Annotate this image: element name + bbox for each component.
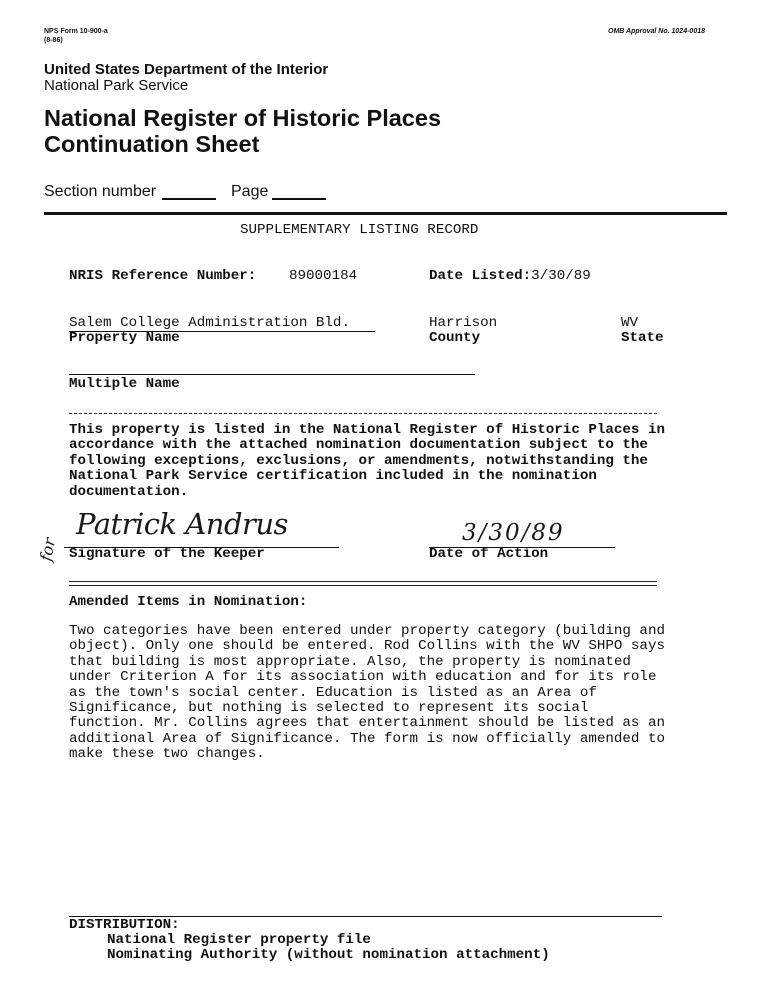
county-label: County [429, 330, 481, 346]
section-number-label: Section number [44, 183, 157, 200]
record-heading: SUPPLEMENTARY LISTING RECORD [240, 222, 479, 238]
form-number: NPS Form 10-900-a [44, 28, 108, 35]
amended-heading: Amended Items in Nomination: [69, 594, 308, 610]
property-name-label: Property Name [69, 330, 180, 346]
omb-approval: OMB Approval No. 1024-0018 [608, 28, 705, 35]
nris-label: NRIS Reference Number: [69, 268, 257, 284]
header-rule [44, 212, 727, 215]
double-divider [69, 581, 657, 586]
action-date-handwritten: 3/30/89 [462, 520, 565, 546]
section-number-blank [162, 198, 216, 200]
dashed-divider [69, 413, 657, 414]
page-number-blank [272, 198, 326, 200]
amended-text: Two categories have been entered under property category (building and object). Only one should be entered. Rod Collins with the WV SHPO says that building is most appropriate. Also, the property is nominated under Criterion A for its association with education and for its role as the town's social center. Education is listed as an Area of Significance, but nothing is selected to represent its social function. Mr. Collins agrees that entertainment should be listed as an additional Area of Significance. The form is now officially amended to make these two changes. [69, 623, 665, 763]
date-listed [429, 268, 591, 284]
page-subtitle: Continuation Sheet [44, 131, 260, 157]
distribution-item: Nominating Authority (without nomination attachment) [107, 947, 550, 963]
state-value: WV [621, 315, 639, 331]
date-listed-value: 3/30/89 [531, 268, 591, 284]
distribution-item: National Register property file [107, 932, 371, 948]
page-label: Page [231, 183, 269, 200]
county-value: Harrison [429, 315, 498, 331]
property-name-value: Salem College Administration Bld. [69, 315, 350, 331]
state-label: State [621, 330, 664, 346]
action-date-label: Date of Action [429, 546, 549, 562]
page-title: National Register of Historic Places [44, 105, 442, 131]
signature-label: Signature of the Keeper [69, 546, 265, 562]
multiple-name-label: Multiple Name [69, 376, 180, 392]
distribution-label: DISTRIBUTION: [69, 917, 180, 933]
service-name: National Park Service [44, 77, 189, 94]
nris-value: 89000184 [289, 268, 358, 284]
date-listed-label: Date Listed: [429, 268, 532, 284]
signature-for-mark: for [35, 536, 60, 563]
department-name: United States Department of the Interior [44, 61, 329, 78]
listing-statement: This property is listed in the National Register of Historic Places in accordance with the attached nomination documentation subject to the following exceptions, exclusions, or amendments, notwithstanding the National Park Service certification included in the nomination documentation. [69, 422, 665, 500]
keeper-signature: Patrick Andrus [76, 507, 288, 541]
form-date: (8-86) [44, 37, 63, 44]
